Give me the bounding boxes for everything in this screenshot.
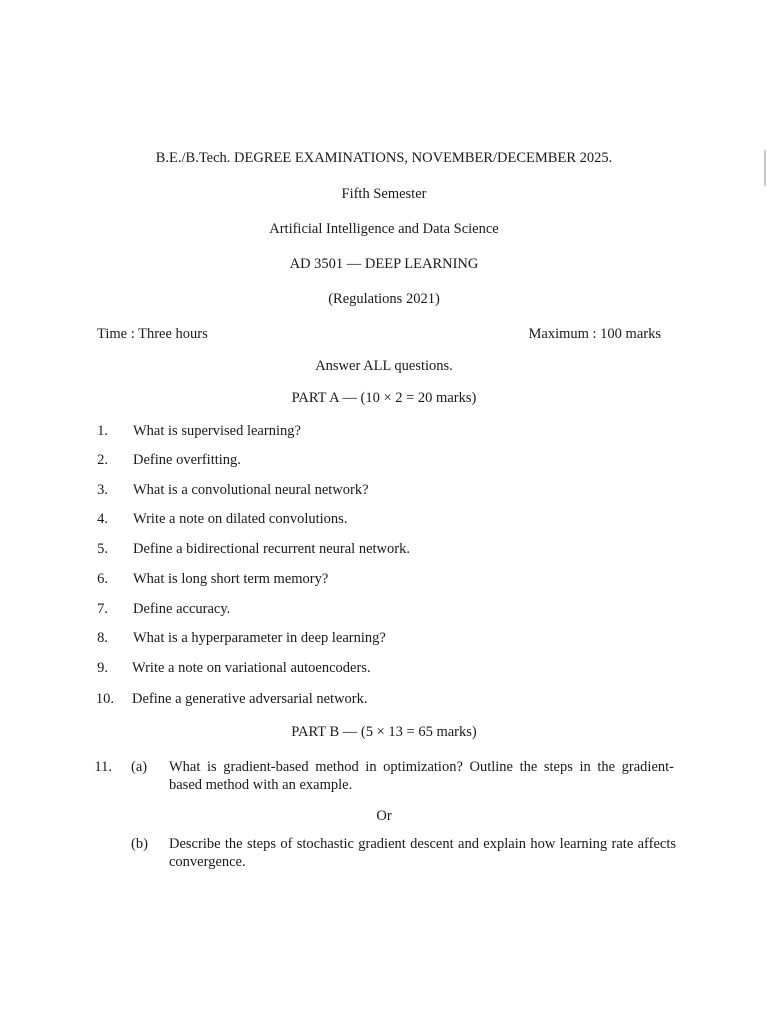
question-text: Write a note on dilated convolutions. bbox=[133, 511, 348, 527]
part-b-title: PART B — (5 × 13 = 65 marks) bbox=[291, 724, 477, 740]
question-number: 4. bbox=[97, 511, 108, 527]
question-text: What is a convolutional neural network? bbox=[133, 482, 369, 498]
course-title: AD 3501 — DEEP LEARNING bbox=[289, 256, 479, 272]
question-number: 9. bbox=[97, 660, 108, 676]
question-number: 6. bbox=[97, 571, 108, 587]
option-b-label: (b) bbox=[131, 836, 148, 852]
exam-title: B.E./B.Tech. DEGREE EXAMINATIONS, NOVEMBER/DECEMBER 2025. bbox=[155, 150, 613, 166]
option-b-text: Describe the steps of stochastic gradient descent and explain how learning rate affects convergence. bbox=[169, 836, 676, 870]
instruction: Answer ALL questions. bbox=[315, 358, 453, 374]
question-text: Define a bidirectional recurrent neural network. bbox=[133, 541, 410, 557]
semester: Fifth Semester bbox=[341, 186, 427, 202]
question-text: What is supervised learning? bbox=[133, 423, 301, 439]
option-a-text: What is gradient-based method in optimization? Outline the steps in the gradient-based method with an example. bbox=[169, 759, 674, 793]
question-number: 3. bbox=[97, 482, 108, 498]
question-number: 11. bbox=[94, 759, 112, 775]
question-number: 2. bbox=[97, 452, 108, 468]
time-allowed: Time : Three hours bbox=[97, 326, 208, 342]
or-separator: Or bbox=[376, 808, 392, 824]
question-text: Write a note on variational autoencoders. bbox=[132, 660, 371, 676]
question-text: Define a generative adversarial network. bbox=[132, 691, 368, 707]
part-a-title: PART A — (10 × 2 = 20 marks) bbox=[291, 390, 477, 406]
maximum-marks: Maximum : 100 marks bbox=[528, 326, 661, 342]
question-text: What is long short term memory? bbox=[133, 571, 329, 587]
question-text: Define overfitting. bbox=[133, 452, 241, 468]
question-number: 1. bbox=[97, 423, 108, 439]
question-text: What is a hyperparameter in deep learning? bbox=[133, 630, 386, 646]
question-number: 10. bbox=[95, 691, 114, 707]
question-number: 8. bbox=[97, 630, 108, 646]
question-text: Define accuracy. bbox=[133, 601, 231, 617]
department: Artificial Intelligence and Data Science bbox=[269, 221, 499, 237]
option-a-label: (a) bbox=[131, 759, 148, 775]
question-number: 7. bbox=[97, 601, 108, 617]
question-number: 5. bbox=[97, 541, 108, 557]
regulations: (Regulations 2021) bbox=[328, 291, 440, 307]
